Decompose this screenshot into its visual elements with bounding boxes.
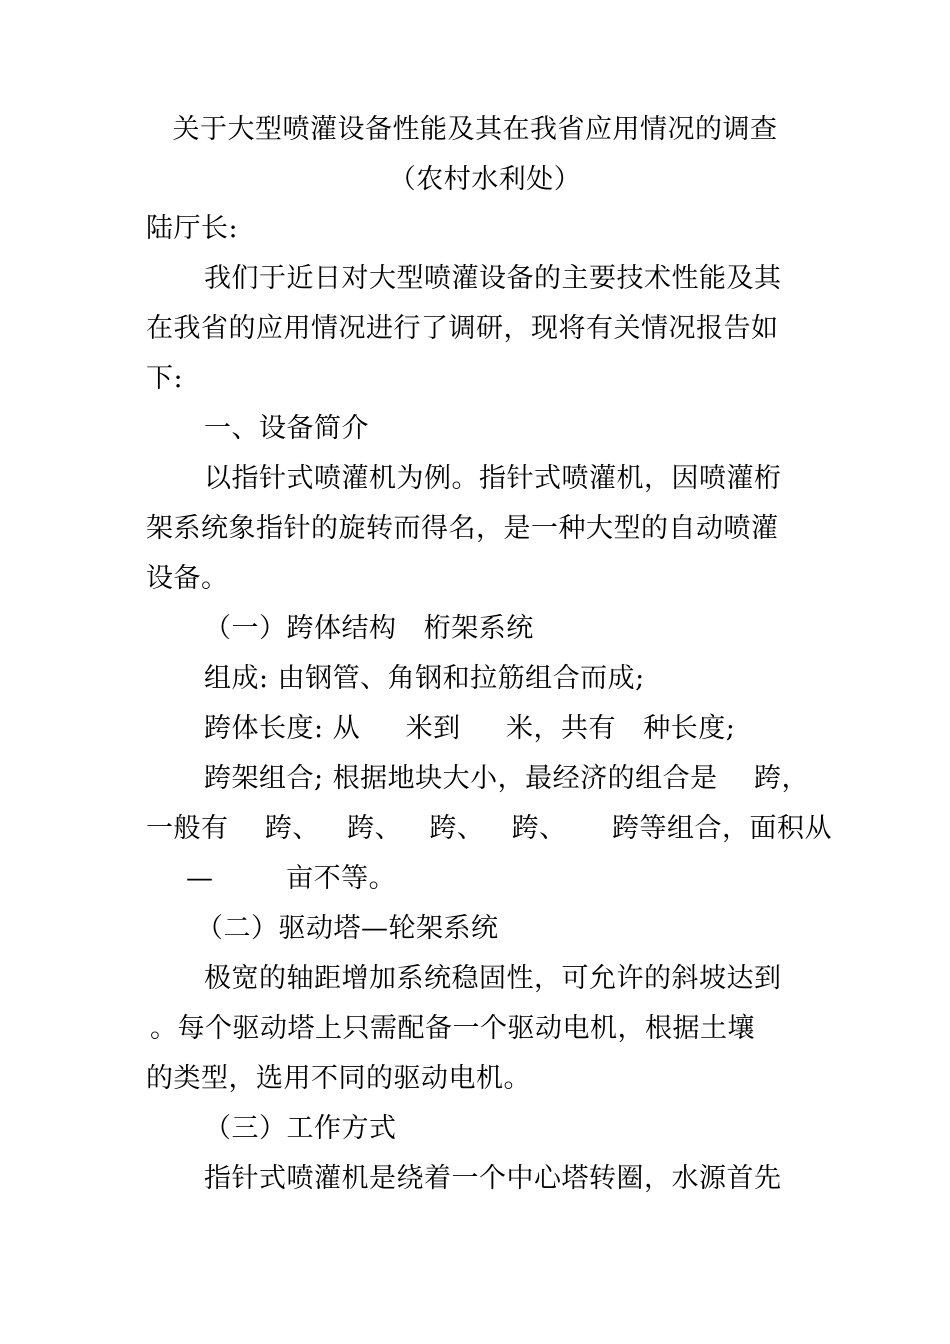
paragraph-line: 一般有 跨、 跨、 跨、 跨、 跨等组合，面积从 <box>146 813 832 844</box>
paragraph-line: 在我省的应用情况进行了调研，现将有关情况报告如 <box>146 313 779 344</box>
paragraph-line: 跨架组合; 根据地块大小，最经济的组合是 跨， <box>204 763 810 794</box>
paragraph-line: 设备。 <box>146 563 229 594</box>
paragraph-line: — 亩不等。 <box>186 863 397 894</box>
paragraph-line: 架系统象指针的旋转而得名，是一种大型的自动喷灌 <box>146 513 779 544</box>
department-name: （农村水利处） <box>388 164 582 195</box>
paragraph-line: 指针式喷灌机是绕着一个中心塔转圈，水源首先 <box>204 1163 782 1194</box>
paragraph-line: 的类型，选用不同的驱动电机。 <box>146 1063 531 1094</box>
paragraph-line: 跨体长度: 从 米到 米，共有 种长度; <box>204 713 736 744</box>
paragraph-line: 我们于近日对大型喷灌设备的主要技术性能及其 <box>204 263 782 294</box>
subsection-heading: （三）工作方式 <box>204 1113 397 1144</box>
salutation: 陆厅长: <box>146 213 239 244</box>
section-heading: 一、设备简介 <box>204 413 369 444</box>
subsection-heading: （一）跨体结构 桁架系统 <box>204 613 534 644</box>
paragraph-line: 以指针式喷灌机为例。指针式喷灌机，因喷灌桁 <box>204 463 782 494</box>
document-title: 关于大型喷灌设备性能及其在我省应用情况的调查 <box>172 114 778 145</box>
paragraph-line: 组成: 由钢管、角钢和拉筋组合而成; <box>204 663 645 694</box>
paragraph-line: 极宽的轴距增加系统稳固性，可允许的斜坡达到 <box>204 963 782 994</box>
paragraph-line: 。每个驱动塔上只需配备一个驱动电机，根据土壤 <box>150 1013 755 1044</box>
subsection-heading: （二）驱动塔—轮架系统 <box>196 913 499 944</box>
paragraph-line: 下: <box>146 363 184 394</box>
